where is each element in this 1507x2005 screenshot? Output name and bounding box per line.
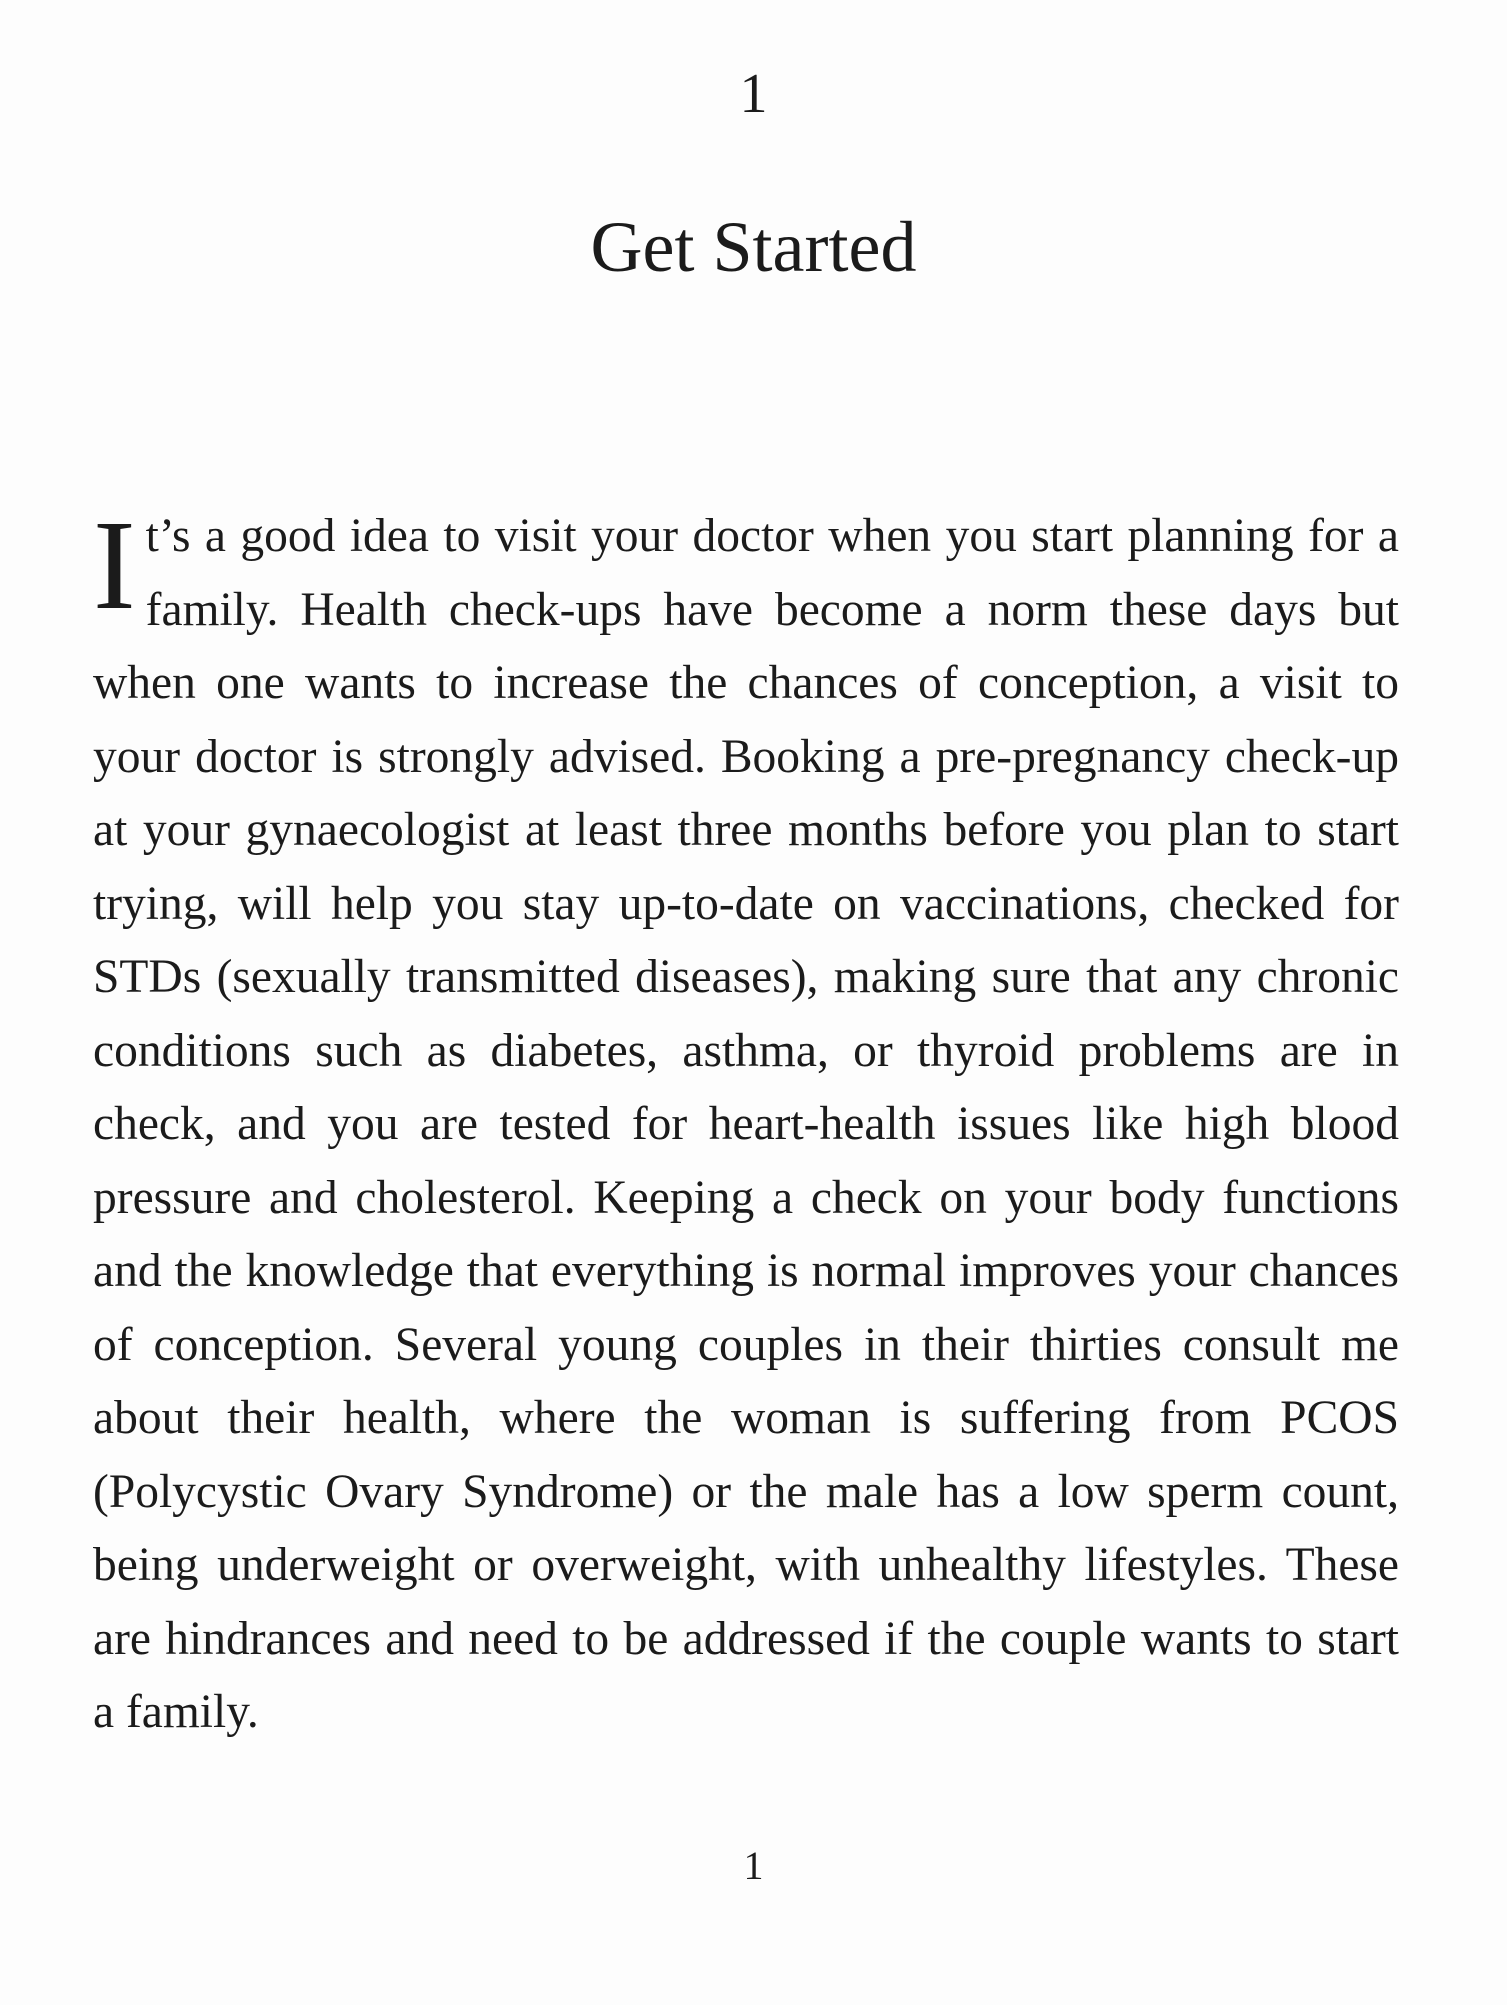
chapter-number: 1: [739, 63, 768, 125]
paragraph-text: t’s a good idea to visit your doctor when you start planning for a family. Health check-ups have become a norm these days but when one wants to increase the chances of conception, a visit to your doctor is strongly advised. Booking a pre-pregnancy check-up at your gynaecologist at least three months before you plan to start trying, will help you stay up-to-date on vaccinations, checked for STDs (sexually transmitted diseases), making sure that any chronic conditions such as diabetes, asthma, or thyroid problems are in check, and you are tested for heart-health issues like high blood pressure and cholesterol. Keeping a check on your body functions and the knowledge that everything is normal improves your chances of conception. Several young couples in their thirties consult me about their health, where the woman is suffering from PCOS (Polycystic Ovary Syndrome) or the male has a low sperm count, being underweight or overweight, with unhealthy lifestyles. These are hindrances and need to be addressed if the couple wants to start a family.: [93, 510, 1399, 1738]
chapter-title: Get Started: [590, 207, 917, 287]
page-number: 1: [743, 1843, 764, 1888]
body-paragraph: [93, 494, 1399, 1750]
drop-cap: I: [93, 494, 136, 636]
